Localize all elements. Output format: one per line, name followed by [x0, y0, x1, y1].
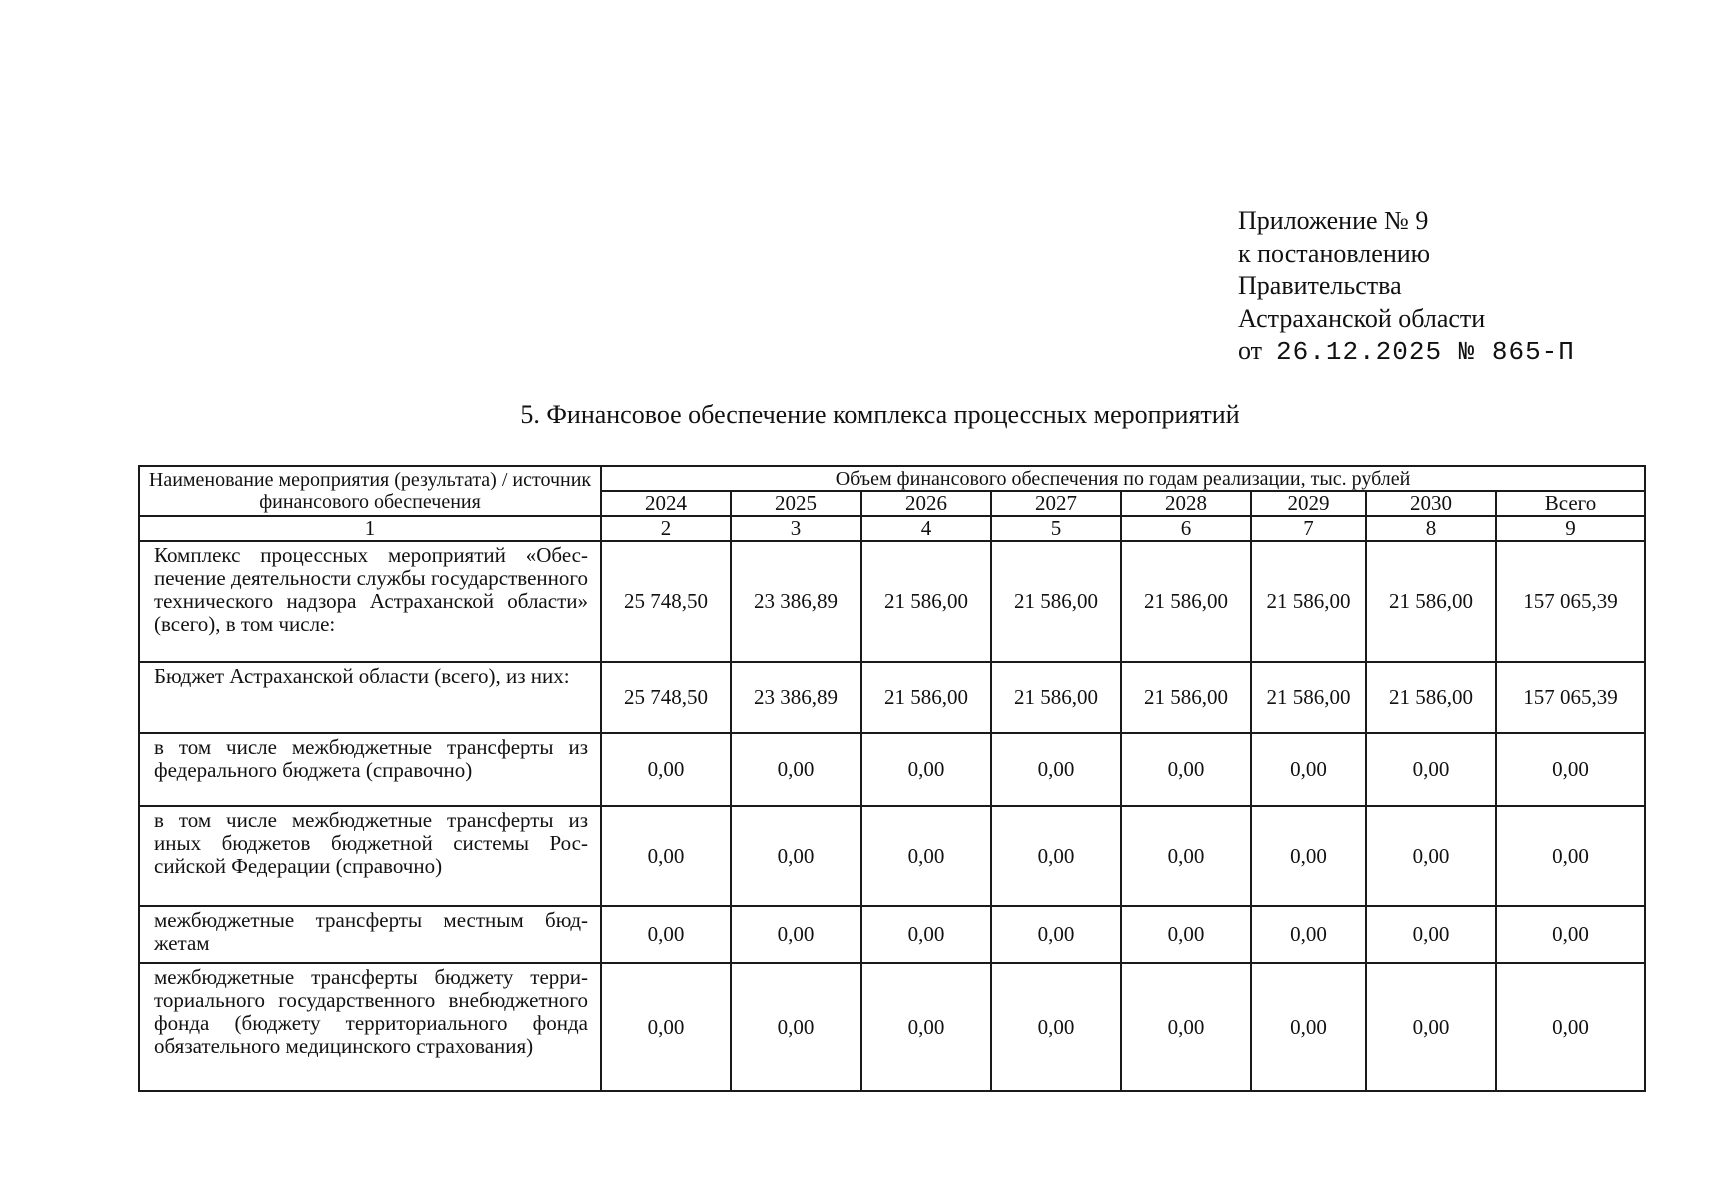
value-2028: 21 586,00	[1121, 541, 1251, 662]
table-row	[139, 806, 1645, 906]
value-2027: 21 586,00	[991, 541, 1121, 662]
value-2024: 25 748,50	[601, 662, 731, 733]
row-name: Бюджет Астраханской области (всего), из них:	[139, 662, 601, 733]
value-2025: 0,00	[731, 906, 861, 963]
table-row	[139, 733, 1645, 806]
table-row	[139, 662, 1645, 733]
value-2026: 0,00	[861, 963, 991, 1091]
value-2028: 0,00	[1121, 733, 1251, 806]
header-volume-cell: Объем финансового обеспечения по годам реализации, тыс. рублей	[601, 466, 1645, 491]
value-2025: 23 386,89	[731, 541, 861, 662]
value-2029: 0,00	[1251, 733, 1366, 806]
value-2024: 0,00	[601, 733, 731, 806]
row-name: межбюджетные трансферты бюджету территориального государственного внебюджетного фонда (бюджету территориального фонда обязательного медицинского страхования)	[139, 963, 601, 1091]
value-2028: 0,00	[1121, 963, 1251, 1091]
value-total: 0,00	[1496, 906, 1645, 963]
value-2026: 21 586,00	[861, 662, 991, 733]
column-number: 4	[861, 516, 991, 541]
value-2025: 0,00	[731, 733, 861, 806]
value-2027: 0,00	[991, 906, 1121, 963]
value-2030: 0,00	[1366, 963, 1496, 1091]
section-heading: 5. Финансовое обеспечение комплекса процессных мероприятий	[520, 400, 1240, 429]
resolution-date-number: 26.12.2025 № 865-П	[1276, 337, 1575, 367]
year-header: 2030	[1366, 491, 1496, 516]
value-total: 157 065,39	[1496, 662, 1645, 733]
value-2029: 0,00	[1251, 963, 1366, 1091]
year-header: 2028	[1121, 491, 1251, 516]
year-header: 2025	[731, 491, 861, 516]
value-2025: 23 386,89	[731, 662, 861, 733]
value-2030: 21 586,00	[1366, 541, 1496, 662]
appendix-block	[1238, 205, 1575, 369]
value-2029: 21 586,00	[1251, 541, 1366, 662]
value-2028: 0,00	[1121, 906, 1251, 963]
header-name-cell: Наименование мероприятия (результата) / источник финансового обеспечения	[139, 466, 601, 516]
value-2027: 21 586,00	[991, 662, 1121, 733]
value-2024: 0,00	[601, 906, 731, 963]
column-number: 2	[601, 516, 731, 541]
row-name: межбюджетные трансферты местным бюджетам	[139, 906, 601, 963]
table-row	[139, 906, 1645, 963]
value-2029: 0,00	[1251, 806, 1366, 906]
value-2030: 0,00	[1366, 806, 1496, 906]
value-2028: 21 586,00	[1121, 662, 1251, 733]
value-2027: 0,00	[991, 806, 1121, 906]
value-2030: 0,00	[1366, 906, 1496, 963]
value-2024: 25 748,50	[601, 541, 731, 662]
year-header: 2024	[601, 491, 731, 516]
value-2026: 21 586,00	[861, 541, 991, 662]
value-2028: 0,00	[1121, 806, 1251, 906]
appendix-line-3: Правительства	[1238, 271, 1402, 300]
row-name: Комплекс процессных мероприятий «Обеспечение деятельности службы государственного технического надзора Астраханской области» (всего), в том числе:	[139, 541, 601, 662]
header-row-1	[139, 466, 1645, 491]
appendix-line-1: Приложение № 9	[1238, 206, 1429, 235]
value-2026: 0,00	[861, 806, 991, 906]
value-2025: 0,00	[731, 806, 861, 906]
value-2029: 21 586,00	[1251, 662, 1366, 733]
table-row	[139, 541, 1645, 662]
financing-table	[138, 465, 1646, 1092]
column-number: 1	[139, 516, 601, 541]
value-2030: 0,00	[1366, 733, 1496, 806]
value-total: 0,00	[1496, 733, 1645, 806]
date-prefix: от	[1238, 336, 1263, 365]
total-header: Всего	[1496, 491, 1645, 516]
value-2027: 0,00	[991, 963, 1121, 1091]
column-number: 3	[731, 516, 861, 541]
column-number: 9	[1496, 516, 1645, 541]
value-2027: 0,00	[991, 733, 1121, 806]
column-number: 7	[1251, 516, 1366, 541]
value-2025: 0,00	[731, 963, 861, 1091]
value-2029: 0,00	[1251, 906, 1366, 963]
column-number: 6	[1121, 516, 1251, 541]
value-2030: 21 586,00	[1366, 662, 1496, 733]
value-total: 0,00	[1496, 963, 1645, 1091]
value-2024: 0,00	[601, 963, 731, 1091]
table-row	[139, 963, 1645, 1091]
value-total: 157 065,39	[1496, 541, 1645, 662]
year-header: 2026	[861, 491, 991, 516]
year-header: 2027	[991, 491, 1121, 516]
value-2026: 0,00	[861, 906, 991, 963]
appendix-line-2: к постановлению	[1238, 238, 1431, 268]
column-number: 5	[991, 516, 1121, 541]
row-name: в том числе межбюджетные трансферты из иных бюджетов бюджетной системы Российской Федерации (справочно)	[139, 806, 601, 906]
year-header: 2029	[1251, 491, 1366, 516]
value-2026: 0,00	[861, 733, 991, 806]
appendix-date-line	[1238, 335, 1575, 369]
column-number: 8	[1366, 516, 1496, 541]
value-2024: 0,00	[601, 806, 731, 906]
row-name: в том числе межбюджетные трансферты из федерального бюджета (справочно)	[139, 733, 601, 806]
value-total: 0,00	[1496, 806, 1645, 906]
appendix-line-4: Астраханской области	[1238, 303, 1486, 333]
column-number-row	[139, 516, 1645, 541]
